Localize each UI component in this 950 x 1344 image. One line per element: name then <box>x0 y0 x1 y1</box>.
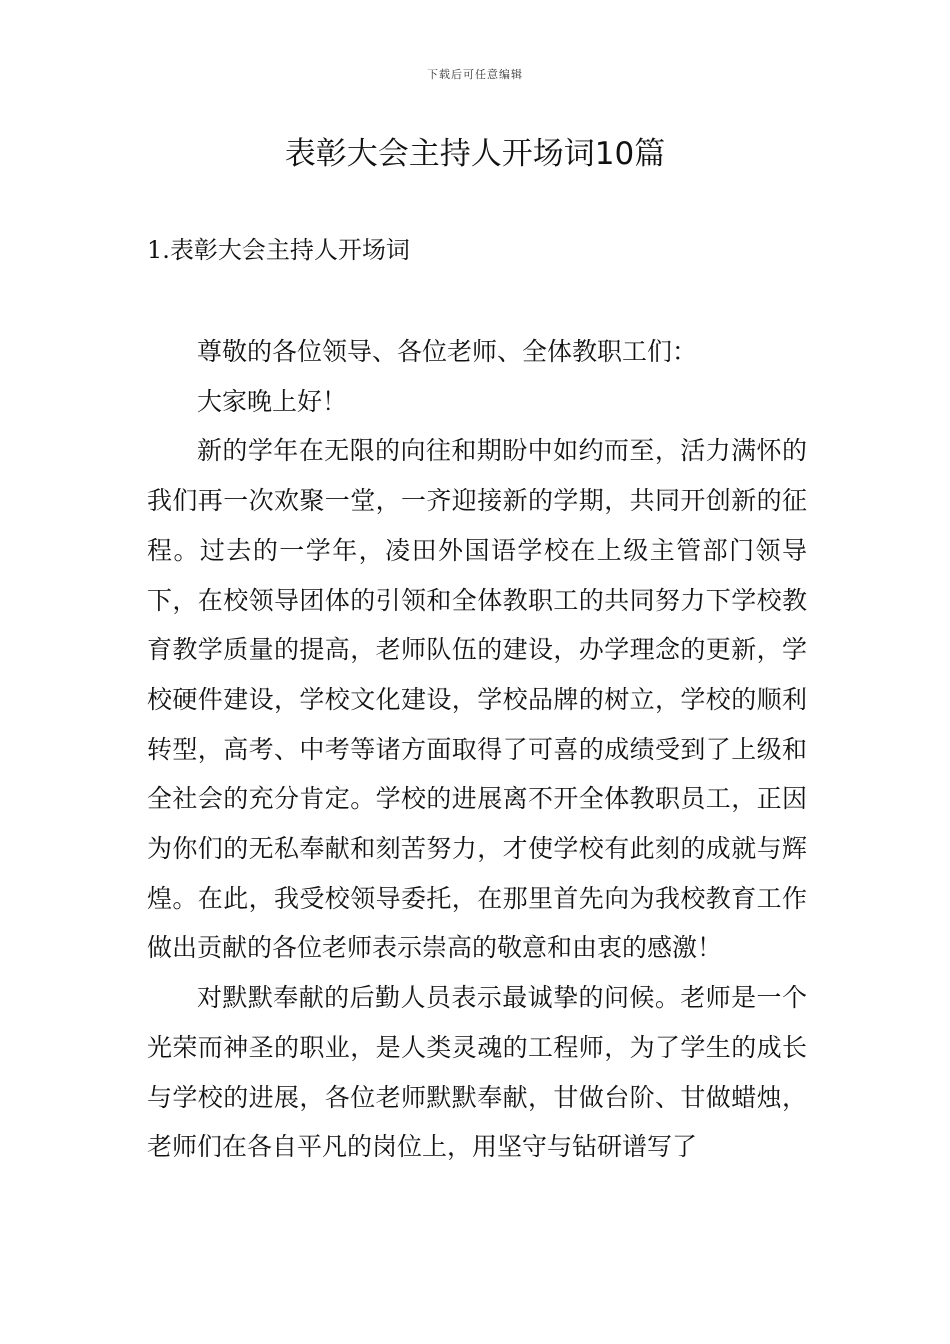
header-note: 下载后可任意编辑 <box>427 68 523 81</box>
paragraph-greeting: 大家晚上好！ <box>197 386 348 416</box>
paragraph-body-1: 新的学年在无限的向往和期盼中如约而至，活力满怀的我们再一次欢聚一堂，一齐迎接新的学期，共同开创新的征程。过去的一学年，凌田外国语学校在上级主管部门领导下，在校领导团体的引领和全体教职工的共同努力下学校教育教学质量的提高，老师队伍的建设，办学理念的更新，学校硬件建设，学校文化建设，学校品牌的树立，学校的顺利转型，高考、中考等诸方面取得了可喜的成绩受到了上级和全社会的充分肯定。学校的进展离不开全体教职员工，正因为你们的无私奉献和刻苦努力，才使学校有此刻的成就与辉煌。在此，我受校领导委托，在那里首先向为我校教育工作做出贡献的各位老师表示崇高的敬意和由衷的感激！ <box>147 436 807 963</box>
section-heading: 1.表彰大会主持人开场词 <box>147 236 410 264</box>
document-title: 表彰大会主持人开场词10篇 <box>284 136 666 172</box>
document-body <box>147 327 807 1172</box>
paragraph-body-2: 对默默奉献的后勤人员表示最诚挚的问候。老师是一个光荣而神圣的职业，是人类灵魂的工程师，为了学生的成长与学校的进展，各位老师默默奉献，甘做台阶、甘做蜡烛，老师们在各自平凡的岗位上，用坚守与钻研谱写了 <box>147 983 807 1162</box>
paragraph-salutation: 尊敬的各位领导、各位老师、全体教职工们： <box>197 337 698 366</box>
